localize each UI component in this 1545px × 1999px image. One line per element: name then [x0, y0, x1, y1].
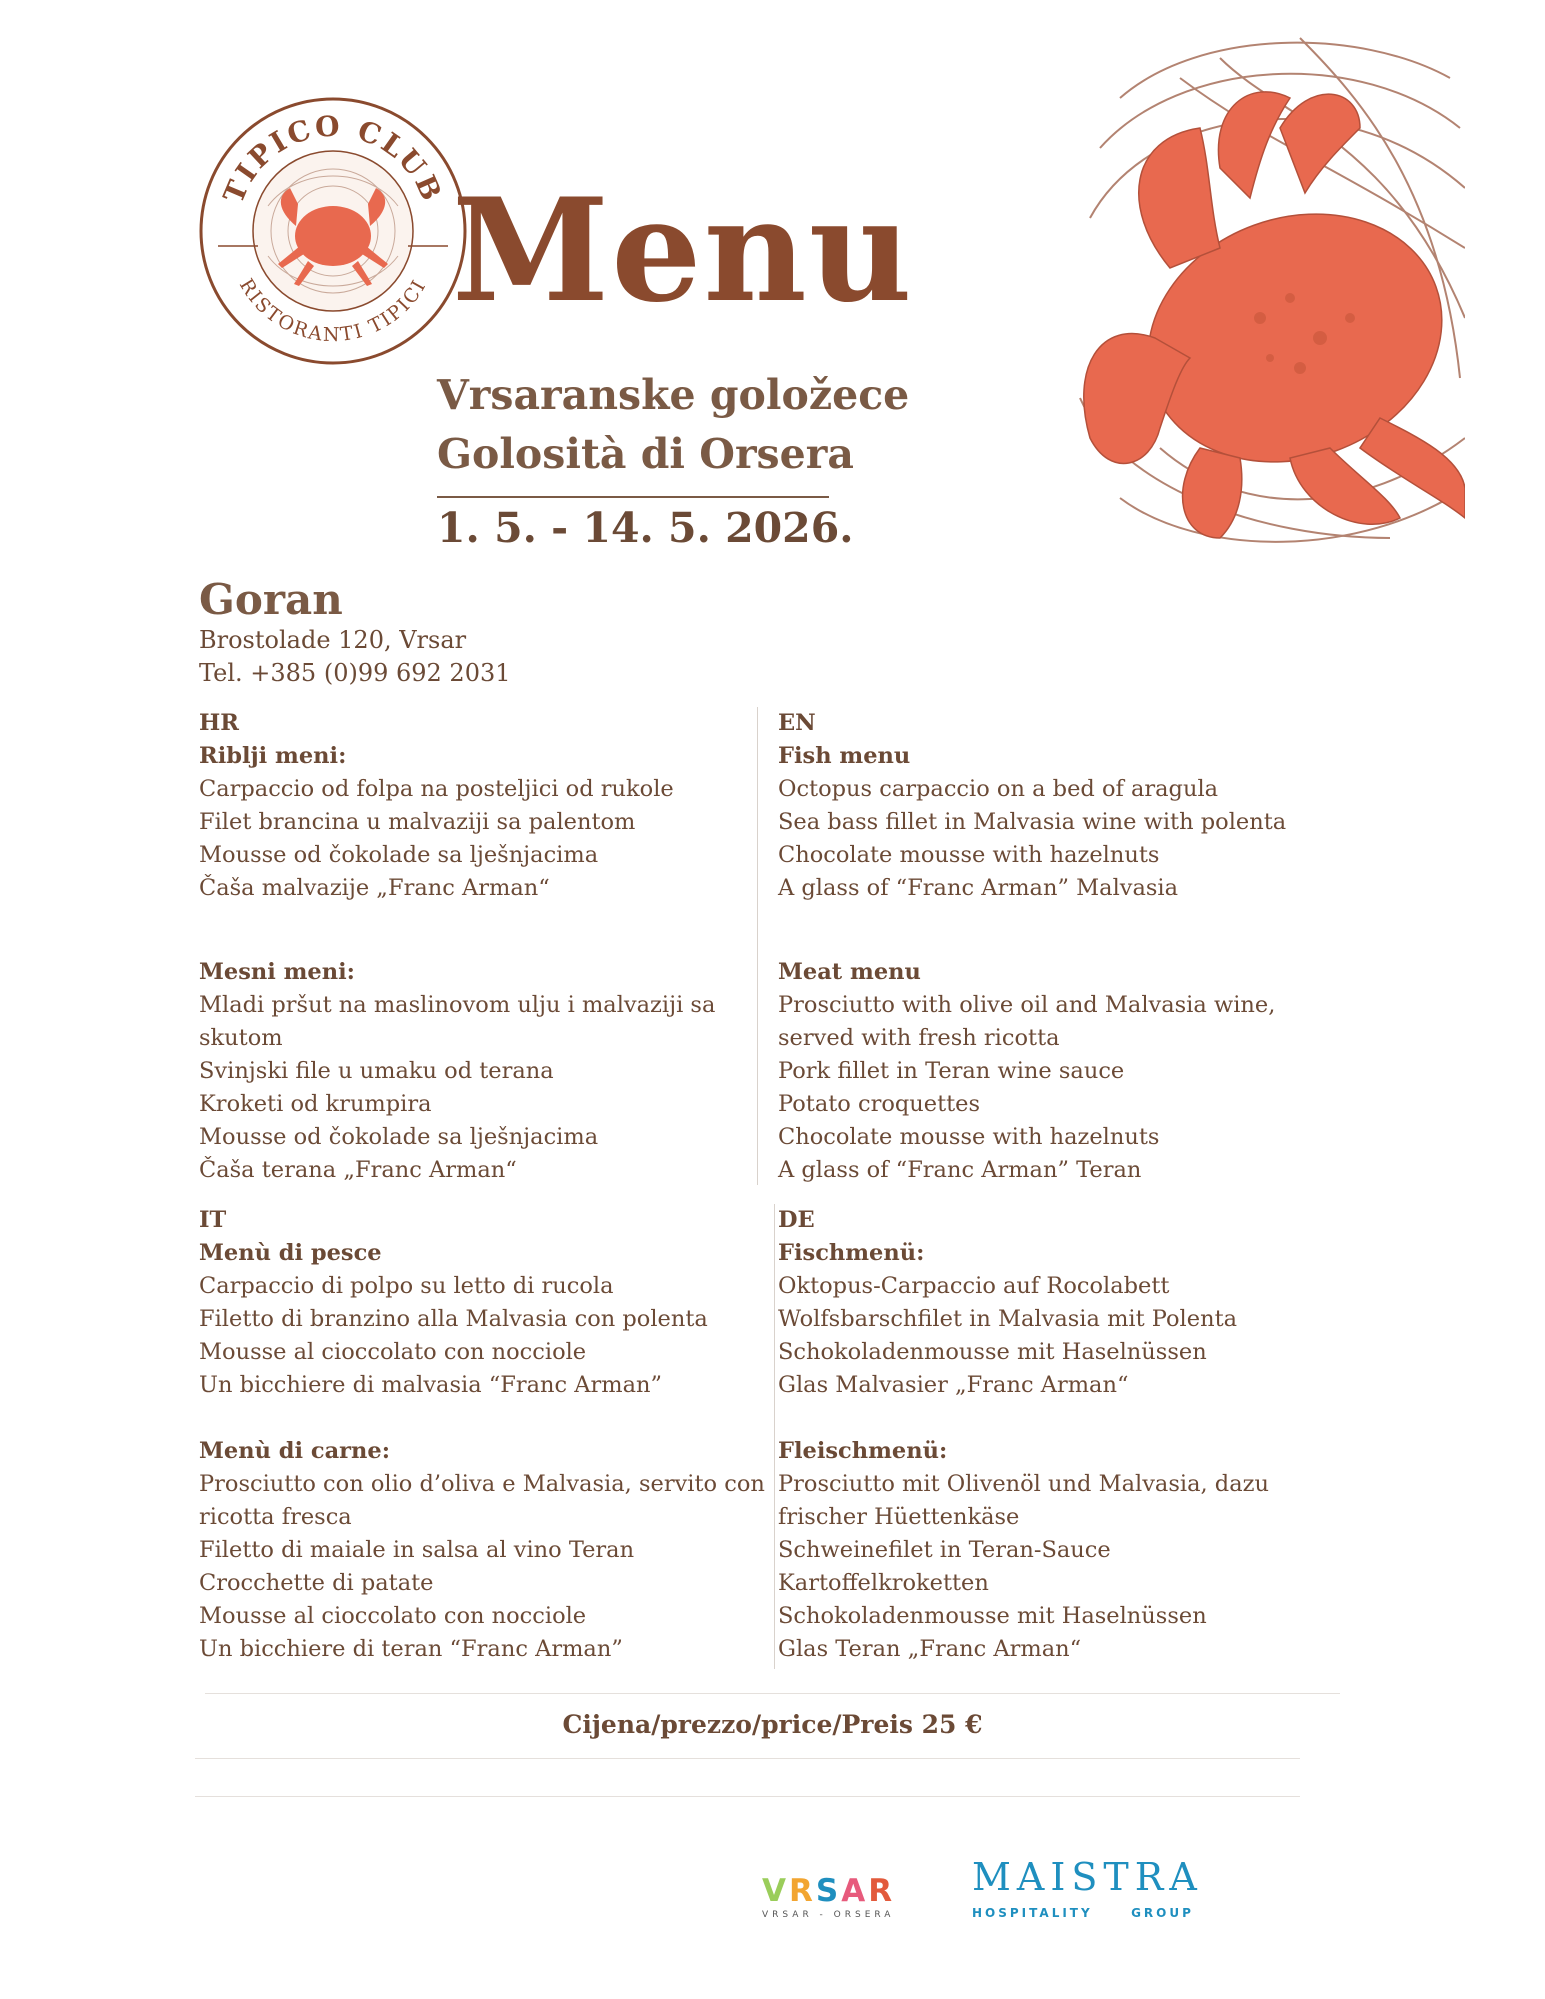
footer-rule [195, 1796, 1300, 1797]
menu-de-fish [778, 1204, 1338, 1402]
vrsar-letter-5: R [868, 1873, 896, 1909]
menu-item: Un bicchiere di malvasia “Franc Arman” [199, 1372, 663, 1398]
menu-item: Mousse al cioccolato con nocciole [199, 1339, 587, 1365]
event-dates: 1. 5. - 14. 5. 2026. [437, 504, 854, 552]
menu-item: Pork fillet in Teran wine sauce [778, 1058, 1125, 1084]
menu-hr-meat [199, 956, 759, 1187]
menu-heading-label: Riblji meni: [199, 743, 347, 769]
restaurant-phone: Tel. +385 (0)99 692 2031 [199, 659, 511, 687]
language-label: IT [199, 1207, 227, 1233]
language-label: DE [778, 1207, 815, 1233]
menu-item: skutom [199, 1025, 283, 1051]
price-bottom-rule [195, 1758, 1300, 1759]
menu-heading-label: Meat menu [778, 959, 921, 985]
menu-item: Carpaccio od folpa na posteljici od rukole [199, 776, 674, 802]
menu-item: Chocolate mousse with hazelnuts [778, 842, 1160, 868]
menu-item: Mladi pršut na maslinovom ulju i malvaziji sa [199, 992, 716, 1018]
vrsar-letter-2: R [789, 1873, 816, 1909]
maistra-sub-right: GROUP [1131, 1906, 1194, 1920]
menu-item: Filetto di maiale in salsa al vino Teran [199, 1537, 635, 1563]
menu-heading-label: Menù di pesce [199, 1240, 382, 1266]
menu-item: Un bicchiere di teran “Franc Arman” [199, 1636, 623, 1662]
menu-item: served with fresh ricotta [778, 1025, 1060, 1051]
menu-item: Kroketi od krumpira [199, 1091, 432, 1117]
menu-en-meat [778, 956, 1338, 1187]
menu-item: Schweinefilet in Teran-Sauce [778, 1537, 1111, 1563]
menu-heading-label: Fleischmenü: [778, 1438, 948, 1464]
menu-it-fish [199, 1204, 759, 1402]
language-label: EN [778, 710, 816, 736]
vrsar-logo [762, 1874, 922, 1920]
restaurant-address: Brostolade 120, Vrsar [199, 626, 467, 654]
menu-item: Glas Malvasier „Franc Arman“ [778, 1372, 1129, 1398]
price-label: Cijena/prezzo/price/Preis 25 € [562, 1710, 983, 1739]
menu-item: Mousse od čokolade sa lješnjacima [199, 842, 599, 868]
menu-item: A glass of “Franc Arman” Teran [778, 1157, 1142, 1183]
menu-item: Prosciutto con olio d’oliva e Malvasia, servito con [199, 1471, 765, 1497]
menu-item: Sea bass fillet in Malvasia wine with polenta [778, 809, 1287, 835]
menu-heading-label: Fischmenü: [778, 1240, 925, 1266]
title-divider [437, 496, 829, 498]
menu-item: Crocchette di patate [199, 1570, 434, 1596]
logo-bottom-text: RISTORANTI TIPICI [234, 274, 431, 347]
event-title-it: Golosità di Orsera [437, 430, 854, 478]
menu-hr-fish [199, 707, 759, 905]
vrsar-wordmark [762, 1874, 922, 1908]
crab-body-icon [1084, 92, 1465, 538]
menu-item: Čaša terana „Franc Arman“ [199, 1157, 517, 1183]
menu-item: Schokoladenmousse mit Haselnüssen [778, 1339, 1207, 1365]
crab-illustration [1060, 18, 1465, 578]
menu-item: Oktopus-Carpaccio auf Rocolabett [778, 1273, 1170, 1299]
language-label: HR [199, 710, 239, 736]
price-top-rule [205, 1693, 1340, 1694]
menu-item: Octopus carpaccio on a bed of aragula [778, 776, 1219, 802]
column-divider [757, 707, 758, 1185]
maistra-logo [972, 1856, 1202, 1920]
vrsar-subtitle: VRSAR - ORSERA [762, 1910, 895, 1920]
menu-item: Svinjski file u umaku od terana [199, 1058, 554, 1084]
menu-heading-label: Fish menu [778, 743, 911, 769]
menu-item: Wolfsbarschfilet in Malvasia mit Polenta [778, 1306, 1238, 1332]
menu-item: Mousse al cioccolato con nocciole [199, 1603, 587, 1629]
event-title-block [437, 366, 910, 552]
maistra-wordmark: MAISTRA [972, 1855, 1203, 1899]
restaurant-info [199, 576, 511, 690]
menu-en-fish [778, 707, 1338, 905]
menu-heading-label: Menù di carne: [199, 1438, 390, 1464]
tipico-club-logo [198, 96, 468, 366]
menu-item: A glass of “Franc Arman” Malvasia [778, 875, 1179, 901]
maistra-sub-left: HOSPITALITY [972, 1906, 1093, 1920]
menu-item: Potato croquettes [778, 1091, 981, 1117]
menu-heading: Menu [452, 168, 915, 334]
menu-heading-label: Mesni meni: [199, 959, 355, 985]
menu-item: frischer Hüettenkäse [778, 1504, 1020, 1530]
restaurant-name: Goran [199, 575, 343, 624]
event-title-hr: Vrsaranske goložece [437, 371, 910, 419]
menu-item: Čaša malvazije „Franc Arman“ [199, 875, 550, 901]
menu-item: ricotta fresca [199, 1504, 352, 1530]
menu-item: Prosciutto mit Olivenöl und Malvasia, dazu [778, 1471, 1269, 1497]
vrsar-letter-3: S [815, 1873, 842, 1909]
vrsar-letter-1: V [762, 1873, 789, 1909]
menu-item: Carpaccio di polpo su letto di rucola [199, 1273, 614, 1299]
menu-item: Filet brancina u malvaziji sa palentom [199, 809, 636, 835]
logo-top-text: TIPICO CLUB [216, 109, 450, 208]
menu-item: Filetto di branzino alla Malvasia con polenta [199, 1306, 708, 1332]
menu-de-meat [778, 1435, 1338, 1666]
menu-item: Kartoffelkroketten [778, 1570, 989, 1596]
vrsar-letter-4: A [841, 1873, 869, 1909]
menu-item: Chocolate mousse with hazelnuts [778, 1124, 1160, 1150]
menu-item: Mousse od čokolade sa lješnjacima [199, 1124, 599, 1150]
menu-item: Prosciutto with olive oil and Malvasia wine, [778, 992, 1276, 1018]
column-divider [774, 1204, 775, 1669]
menu-item: Glas Teran „Franc Arman“ [778, 1636, 1082, 1662]
menu-it-meat [199, 1435, 765, 1666]
menu-item: Schokoladenmousse mit Haselnüssen [778, 1603, 1207, 1629]
